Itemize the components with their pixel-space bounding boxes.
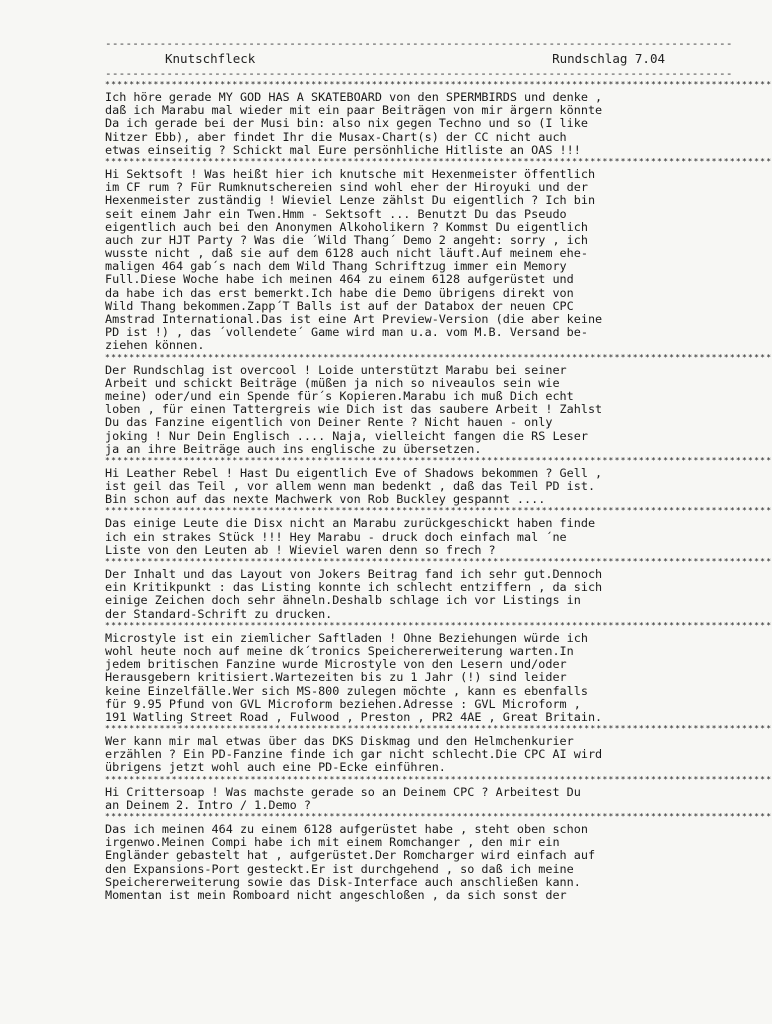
star-separator: ************************************************************************************************************** bbox=[105, 812, 772, 821]
text-line: Arbeit und schickt Beiträge (müßen ja nich so niveaulos sein wie bbox=[105, 375, 560, 390]
page-header bbox=[105, 50, 695, 68]
star-separator: ************************************************************************************************************** bbox=[105, 620, 772, 630]
article-body bbox=[105, 80, 772, 902]
paragraph bbox=[105, 568, 695, 621]
text-line: Der Inhalt und das Layout von Jokers Beitrag fand ich sehr gut.Dennoch bbox=[105, 567, 603, 581]
paragraph bbox=[105, 364, 695, 456]
text-line: Wer kann mir mal etwas über das DKS Diskmag und den Helmchenkurier bbox=[105, 734, 574, 749]
text-line: Da ich gerade bei der Musi bin: also nix gegen Techno und so (I like bbox=[105, 116, 588, 131]
text-line: Das ich meinen 464 zu einem 6128 aufgerüstet habe , steht oben schon bbox=[105, 822, 588, 836]
text-line: Hi Sektsoft ! Was heißt hier ich knutsche mit Hexenmeister öffentlich bbox=[105, 166, 596, 181]
text-line: Hexenmeister zuständig ! Wieviel Lenze zählst Du eigentlich ? Ich bin bbox=[105, 193, 596, 208]
text-line: wusste nicht , daß sie auf dem 6128 auch nicht läuft.Auf meinem ehe- bbox=[105, 246, 588, 261]
star-separator: ************************************************************************************************************** bbox=[105, 455, 772, 465]
text-line: Wild Thang bekommen.Zapp´T Balls ist auf der Databox der neuen CPC bbox=[105, 298, 574, 313]
text-line: Du das Fanzine eigentlich von Deiner Rente ? Nicht hauen - only bbox=[105, 415, 553, 430]
text-line: Nitzer Ebb), aber findet Ihr die Musax-Chart(s) der CC nicht auch bbox=[105, 129, 567, 144]
text-line: ja an ihre Beiträge auch ins englische zu übersetzen. bbox=[105, 441, 482, 456]
star-separator: ************************************************************************************************************** bbox=[105, 724, 772, 734]
text-line: Hi Crittersoap ! Was machste gerade so an Deinem CPC ? Arbeitest Du bbox=[105, 784, 581, 799]
text-line: Full.Diese Woche habe ich meinen 464 zu einem 6128 aufgerüstet und bbox=[105, 272, 574, 287]
text-line: Ich höre gerade MY GOD HAS A SKATEBOARD von den SPERMBIRDS und denke , bbox=[105, 90, 603, 104]
star-separator: ************************************************************************************************************** bbox=[105, 557, 772, 566]
text-line: im CF rum ? Für Rumknutschereien sind wohl eher der Hiroyuki und der bbox=[105, 180, 588, 195]
paragraph bbox=[105, 467, 695, 507]
paragraph bbox=[105, 786, 695, 812]
text-line: eigentlich auch bei den Anonymen Alkoholikern ? Kommst Du eigentlich bbox=[105, 219, 588, 234]
text-line: joking ! Nur Dein Englisch .... Naja, vielleicht fangen die RS Leser bbox=[105, 428, 588, 443]
text-line: Das einige Leute die Disx nicht an Marabu zurückgeschickt haben finde bbox=[105, 516, 596, 531]
text-line: erzählen ? Ein PD-Fanzine finde ich gar nicht schlecht.Die CPC AI wird bbox=[105, 747, 603, 762]
text-line: seit einem Jahr ein Twen.Hmm - Sektsoft ... Benutzt Du das Pseudo bbox=[105, 206, 567, 221]
text-line: wohl heute noch auf meine dk´tronics Speichererweiterung warten.In bbox=[105, 643, 574, 658]
header-rule-bottom: -------------------------------------------------------------------------------------------- bbox=[105, 67, 733, 80]
text-line: Speichererweiterung sowie das Disk-Interface auch anschließen kann. bbox=[105, 874, 581, 889]
text-line: Engländer gebastelt hat , aufgerüstet.Der Romcharger wird einfach auf bbox=[105, 848, 596, 863]
text-line: ich ein strakes Stück !!! Hey Marabu - druck doch einfach mal ´ne bbox=[105, 529, 567, 544]
text-line: Microstyle ist ein ziemlicher Saftladen ! Ohne Beziehungen würde ich bbox=[105, 630, 588, 645]
paragraph bbox=[105, 91, 695, 157]
text-line: ziehen können. bbox=[105, 338, 205, 353]
paragraph bbox=[105, 168, 695, 353]
text-line: auch zur HJT Party ? Was die ´Wild Thang´ Demo 2 angeht: sorry , ich bbox=[105, 232, 588, 247]
issue-label: Rundschlag 7.04 bbox=[552, 51, 665, 66]
text-line: jedem britischen Fanzine wurde Microstyle von den Lesern und/oder bbox=[105, 657, 567, 672]
text-line: Bin schon auf das nexte Machwerk von Rob Buckley gespannt .... bbox=[105, 492, 546, 507]
paragraph bbox=[105, 632, 695, 724]
text-line: meine) oder/und ein Spende für´s Kopieren.Marabu ich muß Dich echt bbox=[105, 388, 574, 403]
text-line: Momentan ist mein Romboard nicht angeschloßen , da sich sonst der bbox=[105, 887, 567, 902]
text-line: Amstrad International.Das ist eine Art Preview-Version (die aber keine bbox=[105, 312, 603, 326]
text-line: ein Kritikpunkt : das Listing konnte ich schlecht entziffern , da sich bbox=[105, 580, 603, 595]
paragraph bbox=[105, 517, 695, 557]
text-line: ist geil das Teil , vor allem wenn man bedenkt , daß das Teil PD ist. bbox=[105, 479, 596, 494]
star-separator: ************************************************************************************************************** bbox=[105, 774, 772, 784]
text-line: PD ist !) , das ´vollendete´ Game wird man u.a. vom M.B. Versand be- bbox=[105, 325, 588, 340]
header-rule-top: -------------------------------------------------------------------------------------------- bbox=[105, 37, 733, 50]
text-line: den Expansions-Port gesteckt.Er ist durchgehend , so daß ich meine bbox=[105, 861, 574, 876]
star-separator: ************************************************************************************************************** bbox=[105, 352, 772, 362]
text-line: der Standard-Schrift zu drucken. bbox=[105, 606, 333, 621]
text-line: da habe ich das erst bemerkt.Ich habe die Demo übrigens direkt von bbox=[105, 285, 574, 300]
text-line: einige Zeichen doch sehr ähneln.Deshalb schlage ich vor Listings in bbox=[105, 593, 581, 608]
text-line: Herausgebern kritisiert.Wartezeiten bis zu 1 Jahr (!) sind leider bbox=[105, 670, 567, 685]
text-line: 191 Watling Street Road , Fulwood , Preston , PR2 4AE , Great Britain. bbox=[105, 709, 603, 724]
paragraph bbox=[105, 735, 695, 775]
text-line: Liste von den Leuten ab ! Wieviel waren denn so frech ? bbox=[105, 542, 496, 557]
text-line: an Deinem 2. Intro / 1.Demo ? bbox=[105, 797, 311, 812]
text-line: irgenwo.Meinen Compi habe ich mit einem Romchanger , den mir ein bbox=[105, 835, 560, 850]
paragraph bbox=[105, 823, 695, 902]
text-line: maligen 464 gab´s nach dem Wild Thang Schriftzug immer ein Memory bbox=[105, 259, 567, 274]
text-line: loben , für einen Tattergreis wie Dich ist das saubere Arbeit ! Zahlst bbox=[105, 402, 603, 417]
text-line: Hi Leather Rebel ! Hast Du eigentlich Eve of Shadows bekommen ? Gell , bbox=[105, 465, 603, 480]
text-line: daß ich Marabu mal wieder mit ein paar Beiträgen von mir ärgern könnte bbox=[105, 103, 603, 118]
text-line: keine Einzelfälle.Wer sich MS-800 zulegen möchte , kann es ebenfalls bbox=[105, 683, 588, 698]
text-line: übrigens jetzt wohl auch eine PD-Ecke einführen. bbox=[105, 760, 446, 775]
star-separator: ************************************************************************************************************** bbox=[105, 506, 772, 516]
text-line: etwas einseitig ? Schickt mal Eure persönhliche Hitliste an OAS !!! bbox=[105, 142, 581, 157]
fanzine-page bbox=[105, 37, 772, 902]
text-line: für 9.95 Pfund von GVL Microform beziehen.Adresse : GVL Microform , bbox=[105, 696, 581, 711]
star-separator: ************************************************************************************************************** bbox=[105, 156, 772, 166]
text-line: Der Rundschlag ist overcool ! Loide unterstützt Marabu bei seiner bbox=[105, 362, 567, 377]
fanzine-title: Knutschfleck bbox=[165, 51, 256, 66]
star-separator: ************************************************************************************************************** bbox=[105, 80, 772, 89]
